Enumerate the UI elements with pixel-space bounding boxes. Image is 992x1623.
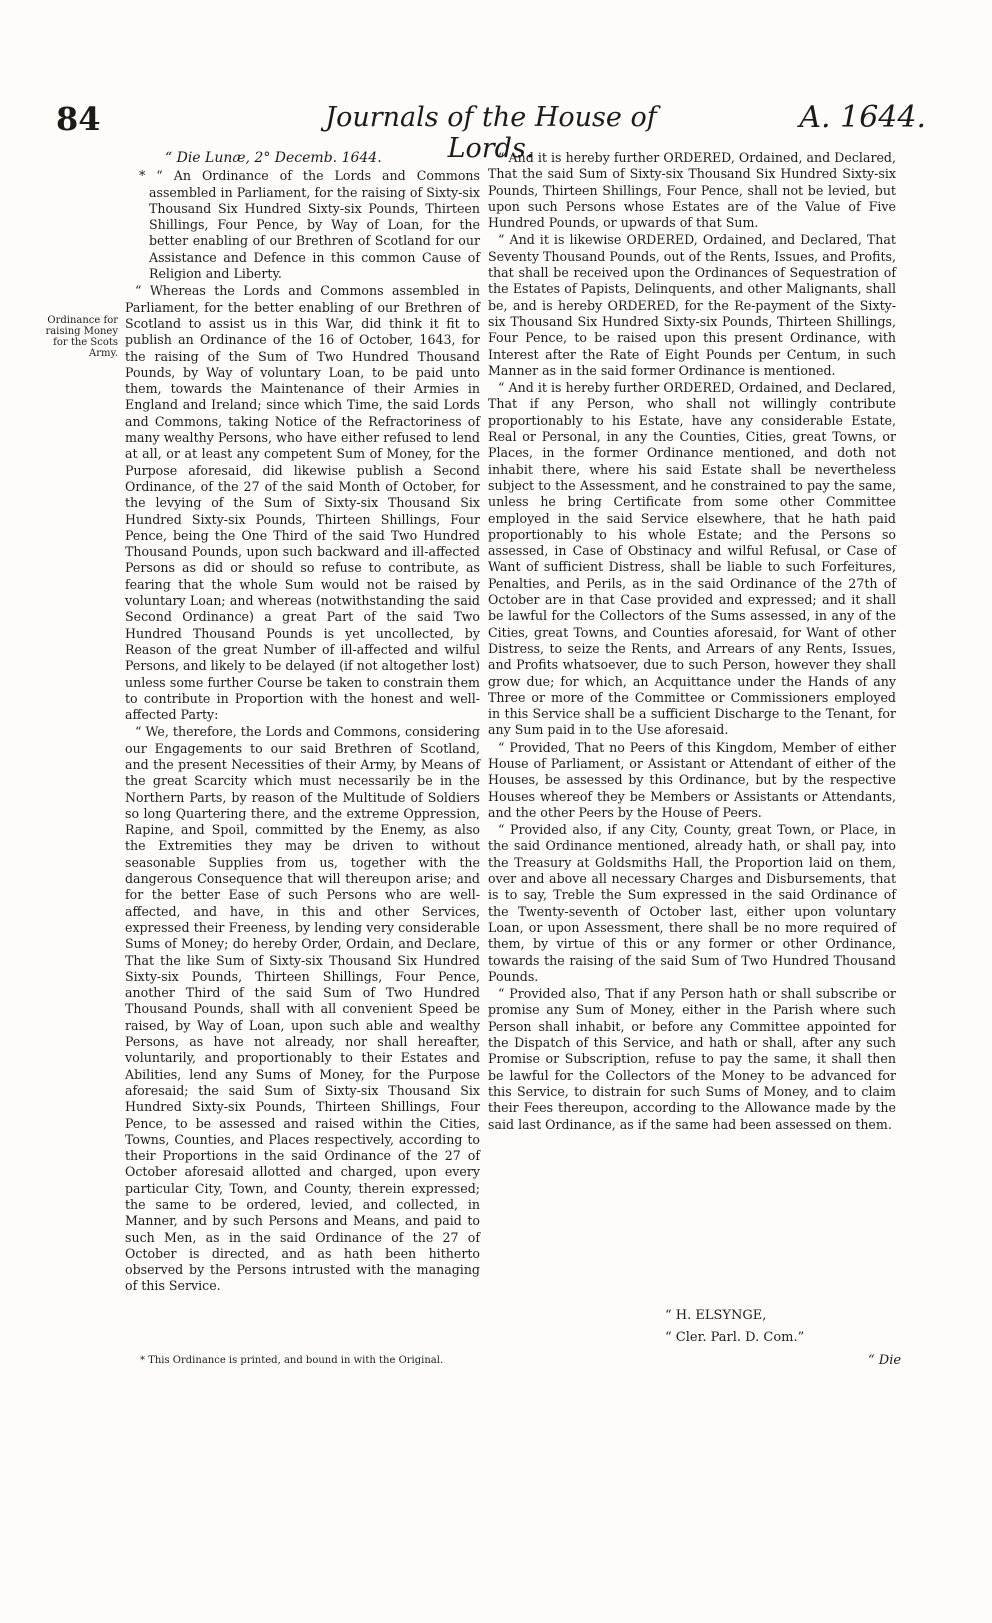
catchword: “ Die [868,1353,902,1368]
paragraph: “ We, therefore, the Lords and Commons, considering our Engagements to our said Brethren of Scotland, and the present Necessities of their Army, by Means of the great Scarcity which must necessarily be in the Northern Parts, by reason of the Multitude of Soldiers so long Quartering there, and the extreme Oppression, Rapine, and Spoil, committed by the Enemy, as also the Extremities they may be driven to without seasonable Supplies from us, together with the dangerous Consequence that will thereupon arise; and for the better Ease of such Persons who are well-affected, and have, in this and other Services, expressed their Freeness, by lending very considerable Sums of Money; do hereby Order, Ordain, and Declare, That the like Sum of Sixty-six Thousand Six Hundred Sixty-six Pounds, Thirteen Shillings, Four Pence, another Third of the said Sum of Two Hundred Thousand Pounds, shall with all convenient Speed be raised, by Way of Loan, upon such able and wealthy Persons, as have not already, nor shall hereafter, voluntarily, and proportionably to their Estates and Abilities, lend any Sums of Money, for the Purpose aforesaid; the said Sum of Sixty-six Thousand Six Hundred Sixty-six Pounds, Thirteen Shillings, Four Pence, to be assessed and raised within the Cities, Towns, Counties, and Places respectively, according to their Proportions in the said Ordinance of the 27 of October aforesaid allotted and charged, upon every particular City, Town, and County, therein expressed; the same to be ordered, levied, and collected, in Manner, and by such Persons and Means, and paid to such Men, as in the said Ordinance of the 27 of October is directed, and as hath been hitherto observed by the Persons intrusted with the managing of this Service. [125,724,480,1294]
dateline: “ Die Lunæ, 2° Decemb. 1644. [165,150,382,166]
paragraph: “ Provided also, if any City, County, great Town, or Place, in the said Ordinance mentioned, already hath, or shall pay, into the Treasury at Goldsmiths Hall, the Proportion laid on them, over and above all necessary Charges and Disbursements, that is to say, Treble the Sum expressed in the said Ordinance of the Twenty-seventh of October last, either upon voluntary Loan, or upon Assessment, there shall be no more required of them, by virtue of this or any former or other Ordinance, towards the raising of the said Sum of Two Hundred Thousand Pounds. [488,822,896,984]
left-column [125,150,480,1296]
year-heading: A. 1644. [799,100,926,135]
ordinance-title: * “ An Ordinance of the Lords and Commons assembled in Parliament, for the raising of Sixty-six Thousand Six Hundred Sixty-six Pounds, Thirteen Shillings, Four Pence, by Way of Loan, for the better enabling of our Brethren of Scotland for our Assistance and Defence in this common Cause of Religion and Liberty. [139,168,480,282]
footnote: * This Ordinance is printed, and bound in with the Original. [140,1355,444,1366]
signature-name: “ H. ELSYNGE, [665,1308,767,1323]
paragraph: “ And it is likewise ORDERED, Ordained, and Declared, That Seventy Thousand Pounds, out of the Rents, Issues, and Profits, that shall be received upon the Ordinances of Sequestration of the Estates of Papists, Delinquents, and other Malignants, shall be, and is hereby ORDERED, for the Re-payment of the Sixty-six Thousand Six Hundred Sixty-six Pounds, Thirteen Shillings, Four Pence, to be raised upon this present Ordinance, with Interest after the Rate of Eight Pounds per Centum, in such Manner as in the said former Ordinance is mentioned. [488,232,896,378]
paragraph: “ And it is hereby further ORDERED, Ordained, and Declared, That if any Person, who shall not willingly contribute proportionably to his Estate, have any considerable Estate, Real or Personal, in any the Counties, Cities, great Towns, or Places, in the former Ordinance mentioned, and doth not inhabit there, where his said Estate shall be nevertheless subject to the Assessment, and he constrained to pay the same, unless he bring Certificate from some other Committee employed in the said Service elsewhere, that he hath paid proportionably to his whole Estate; and the Persons so assessed, in Case of Obstinacy and wilful Refusal, or Case of Want of sufficient Distress, shall be liable to such Forfeitures, Penalties, and Perils, as in the said Ordinance of the 27th of October are in that Case provided and expressed; and it shall be lawful for the Collectors of the Sums assessed, in any of the Cities, great Towns, and Counties aforesaid, for Want of other Distress, to seize the Rents, and Arrears of any Rents, Issues, and Profits whatsoever, due to such Person, however they shall grow due; for which, an Acquittance under the Hands of any Three or more of the Committee or Commissioners employed in this Service shall be a sufficient Discharge to the Tenant, for any Sum paid in to the Use aforesaid. [488,380,896,738]
signature-title: “ Cler. Parl. D. Com.” [665,1330,805,1345]
paragraph: “ Provided also, That if any Person hath or shall subscribe or promise any Sum of Money, either in the Parish where such Person shall inhabit, or before any Committee appointed for the Dispatch of this Service, and hath or shall, after any such Promise or Subscription, refuse to pay the same, it shall then be lawful for the Collectors of the Money to be advanced for this Service, to distrain for such Sums of Money, and to claim their Fees thereupon, according to the Allowance made by the said last Ordinance, as if the same had been assessed on them. [488,986,896,1132]
running-title: Journals of the House of Lords. [325,102,657,164]
right-column [488,150,896,1134]
paragraph: “ And it is hereby further ORDERED, Ordained, and Declared, That the said Sum of Sixty-six Thousand Six Hundred Sixty-six Pounds, Thirteen Shillings, Four Pence, shall not be levied, but upon such Persons whose Estates are of the Value of Five Hundred Pounds, or upwards of that Sum. [488,150,896,231]
page-number: 84 [56,100,101,138]
paragraph: “ Provided, That no Peers of this Kingdom, Member of either House of Parliament, or Assistant or Attendant of either of the Houses, be assessed by this Ordinance, but by the respective Houses whereof they be Members or Assistants or Attendants, and the other Peers by the House of Peers. [488,739,896,820]
margin-note: Ordinance for raising Money for the Scots Army. [45,315,118,359]
paragraph: “ Whereas the Lords and Commons assembled in Parliament, for the better enabling of our Brethren of Scotland to assist us in this War, did think it fit to publish an Ordinance of the 16 of October, 1643, for the raising of the Sum of Two Hundred Thousand Pounds, by Way of voluntary Loan, to be paid unto them, towards the Maintenance of their Armies in England and Ireland; since which Time, the said Lords and Commons, taking Notice of the Refractoriness of many wealthy Persons, who have either refused to lend at all, or at least any competent Sum of Money, for the Purpose aforesaid, did likewise publish a Second Ordinance, of the 27 of the said Month of October, for the levying of the Sum of Sixty-six Thousand Six Hundred Sixty-six Pounds, Thirteen Shillings, Four Pence, being the One Third of the said Two Hundred Thousand Pounds, upon such backward and ill-affected Persons as did or should so refuse to contribute, as fearing that the whole Sum would not be raised by voluntary Loan; and whereas (notwithstanding the said Second Ordinance) a great Part of the said Two Hundred Thousand Pounds is yet uncollected, by Reason of the great Number of ill-affected and wilful Persons, and likely to be delayed (if not altogether lost) unless some further Course be taken to constrain them to contribute in Proportion with the honest and well-affected Party: [125,283,480,723]
